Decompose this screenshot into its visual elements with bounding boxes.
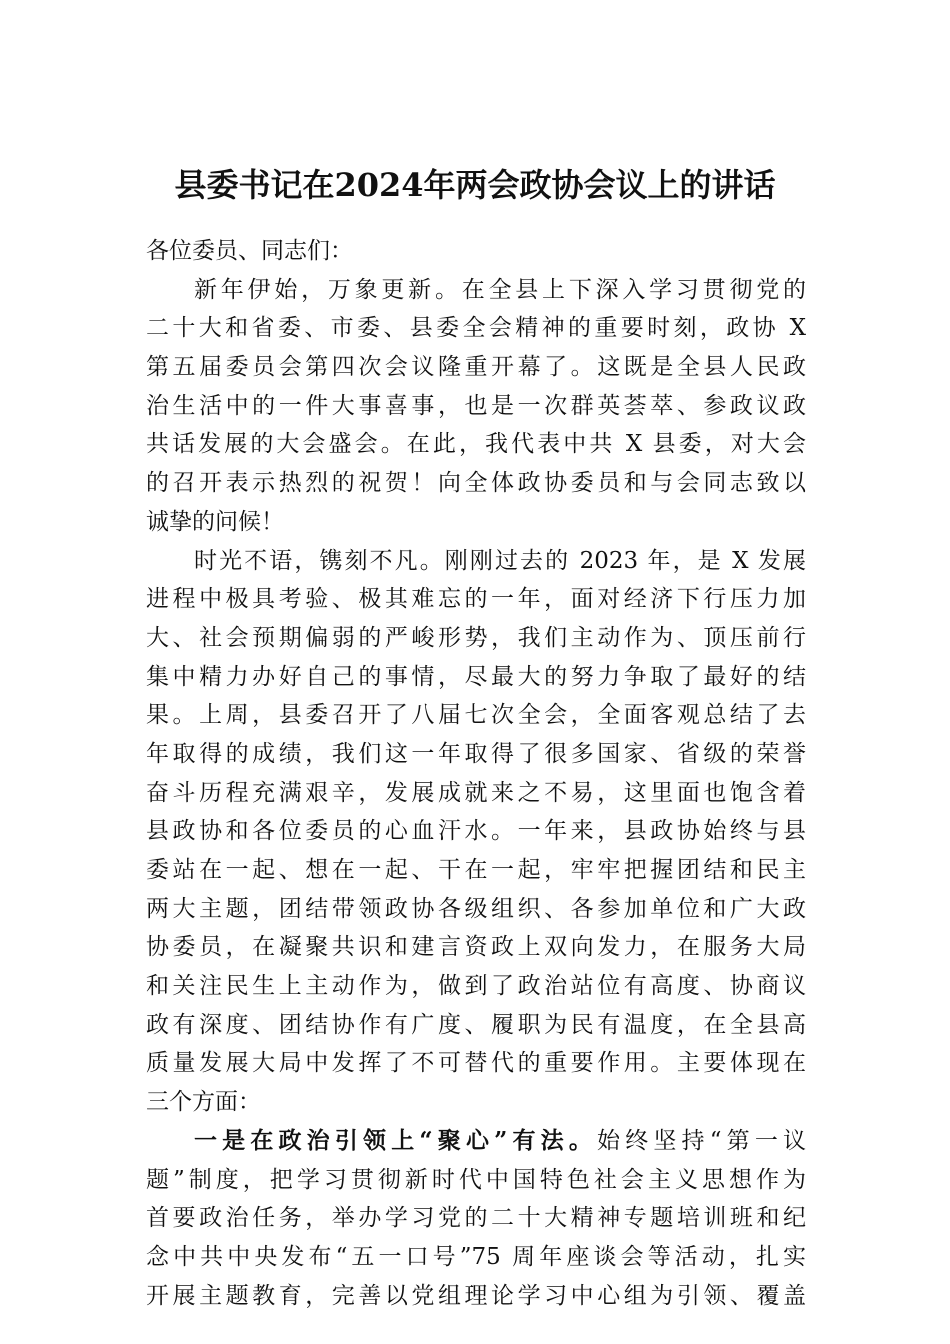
paragraph-2-line: 委站在一起、想在一起、干在一起，牢牢把握团结和民主 <box>146 857 806 883</box>
paragraph-2-line: 果。上周，县委召开了八届七次全会，全面客观总结了去 <box>146 702 806 729</box>
document-title: 县委书记在2024年两会政协会议上的讲话 <box>174 166 776 204</box>
paragraph-3-line: 题”制度，把学习贯彻新时代中国特色社会主义思想作为 <box>146 1166 806 1193</box>
document-body <box>146 232 806 1315</box>
paragraph-2-line: 年取得的成绩，我们这一年取得了很多国家、省级的荣誉 <box>146 740 806 767</box>
paragraph-1-line: 诚挚的问候！ <box>146 508 284 535</box>
paragraph-3-lead-rest: 始终坚持“第一议 <box>597 1127 806 1154</box>
paragraph-2-line: 奋斗历程充满艰辛，发展成就来之不易，这里面也饱含着 <box>146 779 806 806</box>
paragraph-2-line: 两大主题，团结带领政协各级组织、各参加单位和广大政 <box>146 895 806 922</box>
paragraph-2-line: 集中精力办好自己的事情，尽最大的努力争取了最好的结 <box>146 663 806 690</box>
paragraph-2-line: 时光不语，镌刻不凡。刚刚过去的 2023 年，是 X 发展 <box>194 547 806 574</box>
paragraph-2-line: 进程中极具考验、极其难忘的一年，面对经济下行压力加 <box>146 586 806 613</box>
paragraph-1-line: 的召开表示热烈的祝贺！向全体政协委员和与会同志致以 <box>146 470 806 497</box>
paragraph-2-line: 三个方面： <box>146 1089 261 1116</box>
paragraph-1-line: 新年伊始，万象更新。在全县上下深入学习贯彻党的 <box>194 276 806 303</box>
paragraph-3-line: 开展主题教育，完善以党组理论学习中心组为引领、覆盖 <box>146 1282 806 1309</box>
paragraph-2-line: 质量发展大局中发挥了不可替代的重要作用。主要体现在 <box>146 1050 806 1077</box>
paragraph-3-line: 念中共中央发布“五一口号”75 周年座谈会等活动，扎实 <box>146 1243 806 1270</box>
paragraph-2-line: 县政协和各位委员的心血汗水。一年来，县政协始终与县 <box>146 818 806 845</box>
paragraph-3-first-line <box>146 1122 806 1161</box>
paragraph-2-line: 大、社会预期偏弱的严峻形势，我们主动作为、顶压前行 <box>146 624 806 651</box>
paragraph-1-line: 治生活中的一件大事喜事，也是一次群英荟萃、参政议政 <box>146 392 806 419</box>
paragraph-1-line: 第五届委员会第四次会议隆重开幕了。这既是全县人民政 <box>146 354 806 381</box>
paragraph-1-line: 共话发展的大会盛会。在此，我代表中共 X 县委，对大会 <box>146 431 806 458</box>
paragraph-3-line: 首要政治任务，举办学习党的二十大精神专题培训班和纪 <box>146 1205 806 1232</box>
paragraph-2-line: 和关注民生上主动作为，做到了政治站位有高度、协商议 <box>146 973 806 1000</box>
salutation: 各位委员、同志们： <box>146 238 353 264</box>
paragraph-2-line: 协委员，在凝聚共识和建言资政上双向发力，在服务大局 <box>146 934 806 961</box>
paragraph-2-line: 政有深度、团结协作有广度、履职为民有温度，在全县高 <box>146 1011 806 1038</box>
paragraph-3-bold-lead: 一是在政治引领上“聚心”有法。 <box>194 1126 598 1154</box>
paragraph-1-line: 二十大和省委、市委、县委全会精神的重要时刻，政协 X <box>146 315 806 342</box>
